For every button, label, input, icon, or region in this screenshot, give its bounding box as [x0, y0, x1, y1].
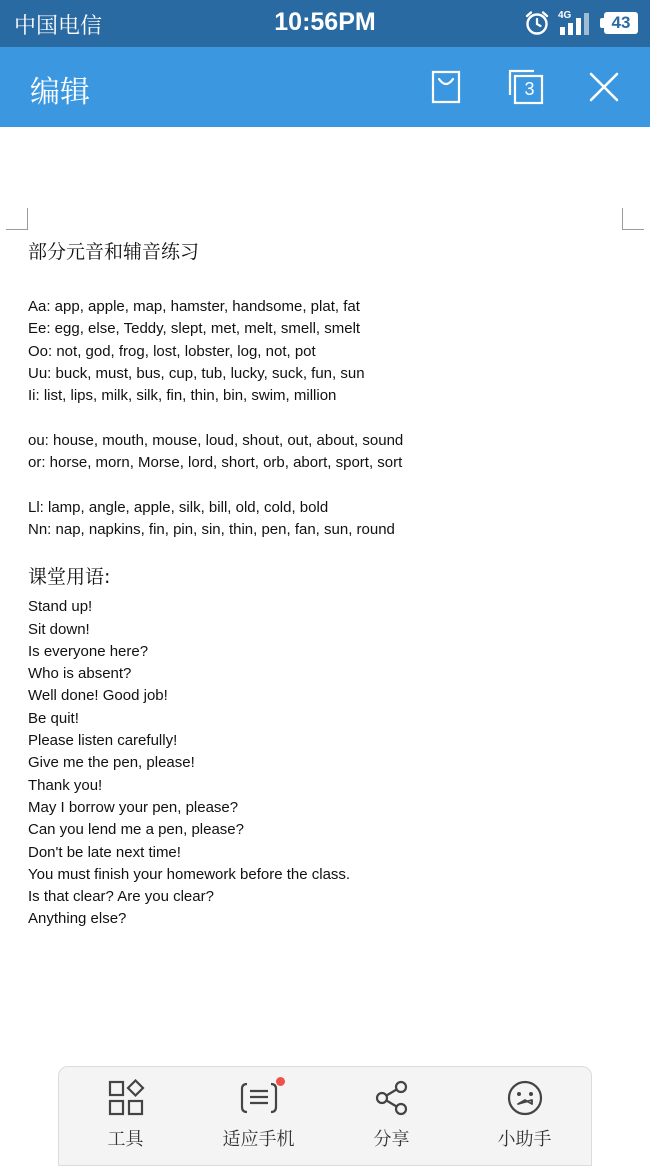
tabs-count: 3 [524, 79, 535, 99]
phrase-line: Who is absent? [28, 665, 132, 683]
phrase-line: Give me the pen, please! [28, 754, 195, 772]
phrase-line: Can you lend me a pen, please? [28, 821, 244, 839]
phonics-line: Uu: buck, must, bus, cup, tub, lucky, suck, fun, sun [28, 364, 365, 382]
phonics-line: Oo: not, god, frog, lost, lobster, log, not, pot [28, 342, 316, 360]
bottom-toolbar [58, 1066, 592, 1166]
phonics-line: Aa: app, apple, map, hamster, handsome, plat, fat [28, 298, 360, 315]
assistant-face-icon [506, 1079, 544, 1117]
alarm-icon [524, 10, 550, 36]
share-label: 分享 [373, 1129, 410, 1150]
tabs-button[interactable] [506, 67, 546, 107]
carrier-label: 中国电信 [14, 14, 103, 39]
close-icon [584, 67, 624, 107]
page-title: 编辑 [30, 75, 90, 110]
phrase-line: Anything else? [28, 910, 127, 928]
phrase-line: You must finish your homework before the class. [28, 865, 351, 883]
tools-button[interactable] [59, 1067, 192, 1157]
phonics-line: Ii: list, lips, milk, silk, fin, thin, bin, swim, million [28, 387, 337, 405]
share-button[interactable] [325, 1067, 458, 1157]
phrase-line: Don't be late next time! [28, 843, 181, 861]
phonics-line: Nn: nap, napkins, fin, pin, sin, thin, pen, fan, sun, round [28, 520, 395, 538]
network-type: 4G [558, 10, 572, 21]
battery-indicator: 43 [604, 12, 638, 34]
save-button[interactable] [426, 67, 466, 107]
phrase-line: Sit down! [28, 620, 90, 638]
fit-phone-button[interactable] [192, 1067, 325, 1157]
phrase-line: May I borrow your pen, please? [28, 798, 239, 816]
phrase-line: Be quit! [28, 709, 79, 727]
status-bar [0, 0, 650, 47]
tools-label: 工具 [107, 1129, 144, 1150]
save-icon [426, 67, 466, 107]
document-body[interactable] [28, 238, 628, 931]
phonics-line: or: horse, morn, Morse, lord, short, orb, abort, sport, sort [28, 454, 403, 472]
fit-phone-icon [240, 1079, 278, 1117]
phonics-group-consonants [28, 497, 628, 542]
section-title-phonics: 部分元音和辅音练习 [28, 241, 200, 263]
phrase-line: Well done! Good job! [28, 687, 168, 705]
assistant-label: 小助手 [497, 1129, 552, 1150]
phonics-group-digraphs [28, 430, 628, 475]
section-title-classroom: 课堂用语: [28, 566, 111, 589]
share-icon [373, 1079, 411, 1117]
phrase-line: Please listen carefully! [28, 732, 178, 750]
phrase-line: Is that clear? Are you clear? [28, 888, 214, 906]
app-bar [0, 47, 650, 127]
phonics-group-vowels [28, 296, 628, 407]
classroom-phrases [28, 596, 628, 930]
phonics-line: Ee: egg, else, Teddy, slept, met, melt, smell, smelt [28, 320, 361, 338]
phrase-line: Thank you! [28, 776, 103, 794]
phonics-line: ou: house, mouth, mouse, loud, shout, out, about, sound [28, 431, 404, 449]
signal-icon [558, 13, 594, 35]
clock: 10:56PM [274, 8, 376, 36]
fit-phone-label: 适应手机 [222, 1129, 295, 1150]
page-margin-mark-right [622, 208, 644, 230]
tools-grid-icon [107, 1079, 145, 1117]
assistant-button[interactable] [458, 1067, 591, 1157]
close-button[interactable] [584, 67, 624, 107]
page-margin-mark-left [6, 208, 28, 230]
phrase-line: Stand up! [28, 598, 93, 616]
phrase-line: Is everyone here? [28, 642, 149, 660]
notification-dot [276, 1077, 285, 1086]
phonics-line: Ll: lamp, angle, apple, silk, bill, old, cold, bold [28, 498, 329, 516]
